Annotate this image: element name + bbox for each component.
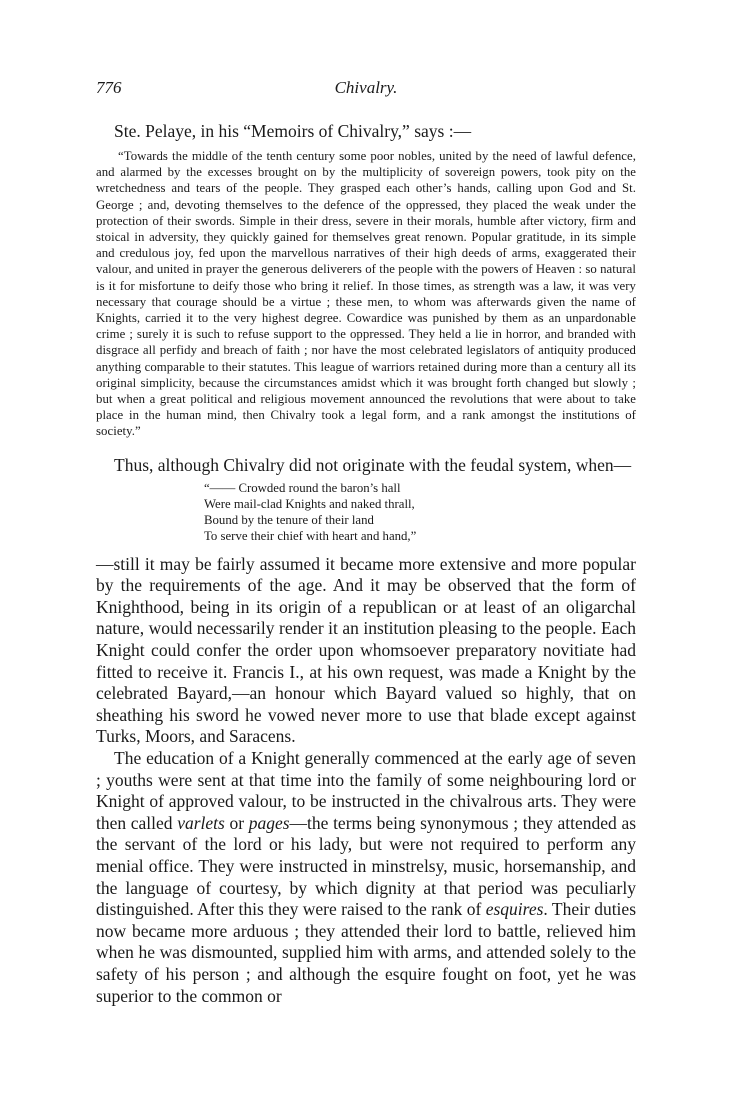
paragraph-text: The education of a Knight generally commenced at the early age of seven ; youths were sent at that time into the family of some neighbouring lord or Knight of approved valour, to be instructed in the chivalrous arts. They were then called (96, 748, 636, 833)
paragraph-text: —the terms being synonymous ; they attended as the servant of the lord or his lady, but were not required to perform any menial office. They were instructed in minstrelsy, music, horsemanship, and the language of courtesy, by which dignity at that period was peculiarly distinguished. After this they were raised to the rank of (96, 812, 637, 920)
page-number: 776 (96, 78, 122, 97)
running-title: Chivalry. (334, 78, 398, 97)
running-head (96, 78, 636, 102)
verse-line: “—— Crowded round the baron’s hall (204, 480, 401, 495)
verse-quotation (204, 480, 636, 544)
paragraph-text: . Their duties now became more arduous ; they attended their lord to battle, relieved him when he was dismounted, supplied him with arms, and attended solely to the safety of his person ; and although the esquire fought on foot, yet he was superior to the common or (96, 899, 636, 1006)
verse-line: Were mail-clad Knights and naked thrall, (204, 496, 415, 511)
verse-line: Bound by the tenure of their land (204, 512, 374, 527)
paragraph-text: or (224, 812, 249, 833)
italic-term: esquires (485, 899, 544, 920)
verse-line: To serve their chief with heart and hand,” (204, 528, 417, 543)
italic-term: pages (248, 812, 290, 833)
quotation-intro: Ste. Pelaye, in his “Memoirs of Chivalry,” says :— (114, 121, 472, 141)
italic-term: varlets (177, 812, 225, 833)
lead-in-paragraph: Thus, although Chivalry did not originate with the feudal system, when— (114, 454, 632, 475)
block-quotation: “Towards the middle of the tenth century some poor nobles, united by the need of lawful defence, and alarmed by the excesses brought on by the multiplicity of sovereign powers, took pity on the wretchedness and tears of the people. They grasped each other’s hands, calling upon God and St. George ; and, devoting themselves to the defence of the oppressed, they placed the weak under the protection of their swords. Simple in their dress, severe in their morals, humble after victory, firm and stoical in adversity, they quickly gained for themselves great renown. Popular gratitude, in its simple and credulous joy, fed upon the marvellous narratives of their high deeds of arms, exaggerated their valour, and united in prayer the generous deliverers of the people with the powers of Heaven : so natural is it for misfortune to deify those who bring it relief. In those times, as strength was a law, it was very necessary that courage should be a virtue ; these men, to whom was afterwards given the name of Knights, carried it to the very highest degree. Cowardice was punished by them as an unpardonable crime ; surely it is such to refuse support to the oppressed. They held a lie in horror, and branded with disgrace all perfidy and breach of faith ; nor have the most celebrated legislators of antiquity produced anything comparable to their statutes. This league of warriors retained during more than a century all its original simplicity, because the circumstances amidst which it was brought forth changed but slowly ; but when a great political and religious movement announced the revolutions that were about to take place in the human mind, then Chivalry took a legal form, and a rank amongst the institutions of society.” (96, 149, 636, 439)
body-paragraph: —still it may be fairly assumed it became more extensive and more popular by the requirements of the age. And it may be observed that the form of Knighthood, being in its origin of a republican or at least of an oligarchal nature, would necessarily render it an institution pleasing to the people. Each Knight could confer the order upon whomsoever preparatory novitiate had fitted to receive it. Francis I., at his own request, was made a Knight by the celebrated Bayard,—an honour which Bayard valued so highly, that on sheathing his sword he vowed never more to use that blade except against Turks, Moors, and Saracens. (96, 553, 636, 747)
book-page (96, 78, 636, 1007)
body-paragraph (96, 748, 636, 1007)
